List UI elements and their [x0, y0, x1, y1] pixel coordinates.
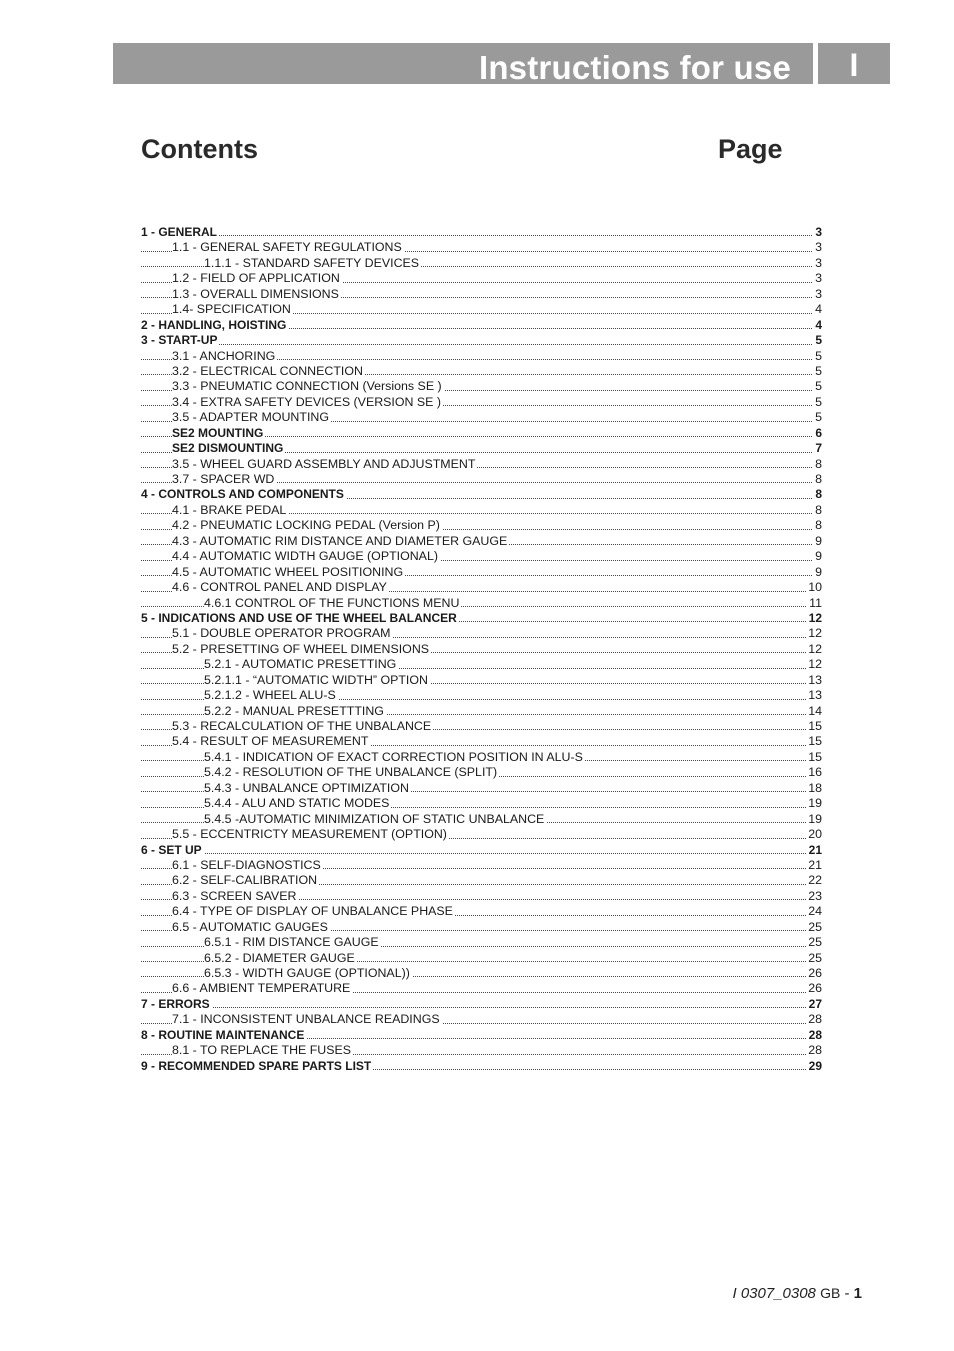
toc-entry-title: 4.6 - CONTROL PANEL AND DISPLAY — [172, 580, 387, 595]
toc-entry-title: 5.5 - ECCENTRICTY MEASUREMENT (OPTION) — [172, 827, 447, 842]
toc-entry[interactable] — [141, 240, 822, 255]
toc-entry-page: 24 — [808, 904, 822, 919]
toc-entry-page: 7 — [815, 441, 822, 456]
toc-entry-title: 5.2.1.2 - WHEEL ALU-S — [204, 688, 336, 703]
toc-entry-page: 29 — [808, 1058, 822, 1073]
toc-entry[interactable] — [141, 287, 822, 302]
toc-entry-title: 5.4.5 -AUTOMATIC MINIMIZATION OF STATIC UNBALANCE — [204, 811, 545, 826]
toc-entry[interactable] — [141, 225, 822, 240]
toc-entry-page: 6 — [815, 425, 822, 440]
toc-entry-page: 22 — [808, 873, 822, 888]
toc-entry-page: 25 — [808, 950, 822, 965]
toc-entry[interactable] — [141, 781, 822, 796]
toc-entry[interactable] — [141, 657, 822, 672]
dot-leader — [141, 1007, 822, 1008]
toc-entry[interactable] — [141, 642, 822, 657]
toc-entry[interactable] — [141, 935, 822, 950]
toc-entry[interactable] — [141, 688, 822, 703]
toc-entry-page: 15 — [808, 719, 822, 733]
toc-entry-page: 8 — [815, 487, 822, 502]
toc-entry[interactable] — [141, 719, 822, 734]
contents-heading: Contents — [141, 134, 258, 164]
toc-entry-title: 6.5.3 - WIDTH GAUGE (OPTIONAL)) — [204, 966, 410, 980]
toc-entry-page: 12 — [808, 610, 822, 625]
toc-entry[interactable] — [141, 271, 822, 286]
toc-entry-title: 1.4- SPECIFICATION — [172, 302, 291, 317]
toc-entry-title: 6.5.1 - RIM DISTANCE GAUGE — [204, 935, 379, 950]
toc-entry-title: 5.2.2 - MANUAL PRESETTTING — [204, 703, 384, 718]
toc-entry[interactable] — [141, 873, 822, 888]
toc-entry[interactable] — [141, 966, 822, 981]
toc-entry-page: 11 — [809, 595, 822, 610]
toc-entry-page: 5 — [815, 410, 822, 425]
toc-entry[interactable] — [141, 457, 822, 472]
section-tab-label: I — [849, 47, 859, 83]
toc-entry[interactable] — [141, 487, 822, 502]
toc-entry-page: 3 — [815, 240, 822, 255]
toc-entry-page: 16 — [808, 765, 822, 780]
toc-entry-title: 9 - RECOMMENDED SPARE PARTS LIST — [141, 1058, 372, 1073]
toc-entry-title: 6.5 - AUTOMATIC GAUGES — [172, 919, 328, 934]
toc-entry-title: 5.4.4 - ALU AND STATIC MODES — [204, 796, 390, 811]
toc-entry[interactable] — [141, 734, 822, 749]
toc-entry-title: 8 - ROUTINE MAINTENANCE — [141, 1027, 305, 1042]
toc-entry-page: 19 — [808, 811, 822, 826]
toc-entry-title: 3.5 - ADAPTER MOUNTING — [172, 410, 329, 425]
footer-separator: - — [840, 1285, 854, 1302]
toc-entry-title: 6 - SET UP — [141, 842, 202, 857]
toc-entry-title: 3.2 - ELECTRICAL CONNECTION — [172, 363, 363, 378]
toc-entry[interactable] — [141, 518, 822, 533]
toc-entry[interactable] — [141, 1059, 822, 1074]
toc-entry-page: 3 — [815, 225, 822, 239]
toc-entry-title: 4.1 - BRAKE PEDAL — [172, 502, 287, 517]
toc-entry-title: 4.6.1 CONTROL OF THE FUNCTIONS MENU — [204, 595, 460, 610]
toc-entry-page: 8 — [815, 472, 822, 486]
toc-entry[interactable] — [141, 997, 822, 1012]
dot-leader — [141, 235, 822, 236]
dot-leader — [141, 344, 822, 345]
toc-entry-page: 8 — [815, 456, 822, 471]
toc-entry-page: 19 — [808, 796, 822, 811]
toc-entry[interactable] — [141, 503, 822, 518]
toc-entry-page: 5 — [815, 348, 822, 363]
page-column-heading: Page — [718, 134, 783, 164]
toc-entry-title: 5 - INDICATIONS AND USE OF THE WHEEL BALANCER — [141, 610, 457, 625]
header-banner — [113, 43, 813, 84]
toc-entry-title: 3.7 - SPACER WD — [172, 472, 275, 486]
toc-entry-page: 13 — [808, 672, 822, 687]
toc-entry[interactable] — [141, 364, 822, 379]
toc-entry-title: 5.2 - PRESETTING OF WHEEL DIMENSIONS — [172, 641, 430, 656]
toc-entry[interactable] — [141, 379, 822, 394]
toc-entry-title: 1 - GENERAL — [141, 225, 218, 239]
language-code: GB — [820, 1285, 841, 1301]
toc-entry-page: 25 — [808, 935, 822, 950]
toc-entry[interactable] — [141, 441, 822, 456]
toc-entry-title: 6.1 - SELF-DIAGNOSTICS — [172, 857, 321, 872]
toc-entry[interactable] — [141, 812, 822, 827]
toc-entry[interactable] — [141, 796, 822, 811]
toc-entry-page: 12 — [808, 626, 822, 641]
toc-entry-title: 1.1.1 - STANDARD SAFETY DEVICES — [204, 255, 420, 270]
toc-entry-title: 3.5 - WHEEL GUARD ASSEMBLY AND ADJUSTMENT — [172, 456, 476, 471]
toc-entry-page: 21 — [808, 842, 822, 857]
toc-entry-page: 5 — [815, 379, 822, 394]
toc-entry[interactable] — [141, 1012, 822, 1027]
toc-entry-title: 3 - START-UP — [141, 333, 218, 348]
toc-entry-title: 8.1 - TO REPLACE THE FUSES — [172, 1043, 352, 1058]
toc-entry-title: 6.2 - SELF-CALIBRATION — [172, 873, 318, 888]
toc-entry[interactable] — [141, 395, 822, 410]
page-number: 1 — [853, 1285, 862, 1302]
toc-entry[interactable] — [141, 827, 822, 842]
toc-entry-page: 14 — [808, 703, 822, 718]
toc-entry-title: 6.6 - AMBIENT TEMPERATURE — [172, 981, 351, 996]
toc-entry-page: 13 — [808, 688, 822, 703]
toc-entry-page: 8 — [815, 518, 822, 533]
toc-entry-title: 4.4 - AUTOMATIC WIDTH GAUGE (OPTIONAL) — [172, 549, 438, 564]
toc-entry[interactable] — [141, 626, 822, 641]
toc-entry-title: SE2 MOUNTING — [172, 425, 264, 440]
section-tab — [818, 43, 890, 84]
toc-entry-page: 23 — [808, 888, 822, 903]
toc-entry-page: 28 — [808, 1043, 822, 1058]
toc-entry[interactable] — [141, 256, 822, 271]
toc-entry-page: 28 — [808, 1027, 822, 1042]
toc-entry[interactable] — [141, 981, 822, 996]
toc-entry[interactable] — [141, 596, 822, 611]
toc-entry[interactable] — [141, 843, 822, 858]
toc-entry-title: 5.3 - RECALCULATION OF THE UNBALANCE — [172, 719, 432, 733]
toc-entry[interactable] — [141, 549, 822, 564]
toc-entry-page: 28 — [808, 1012, 822, 1027]
toc-entry-title: 1.3 - OVERALL DIMENSIONS — [172, 286, 339, 301]
toc-entry-title: 7 - ERRORS — [141, 996, 210, 1011]
toc-entry[interactable] — [141, 920, 822, 935]
toc-entry[interactable] — [141, 1043, 822, 1058]
toc-entry-page: 15 — [808, 734, 822, 749]
toc-entry-page: 3 — [815, 271, 822, 286]
toc-entry-page: 25 — [808, 919, 822, 934]
toc-entry-title: 5.4.1 - INDICATION OF EXACT CORRECTION POSITION IN ALU-S — [204, 749, 583, 764]
toc-entry-title: 5.4.2 - RESOLUTION OF THE UNBALANCE (SPLIT) — [204, 765, 498, 780]
toc-entry-page: 4 — [815, 317, 822, 332]
toc-entry-page: 18 — [808, 780, 822, 795]
toc-entry-title: 4.3 - AUTOMATIC RIM DISTANCE AND DIAMETER GAUGE — [172, 533, 508, 548]
toc-entry-page: 27 — [808, 996, 822, 1011]
toc-entry[interactable] — [141, 765, 822, 780]
toc-entry-title: 4.2 - PNEUMATIC LOCKING PEDAL (Version P) — [172, 518, 440, 533]
toc-entry-page: 26 — [808, 966, 822, 980]
toc-entry[interactable] — [141, 673, 822, 688]
toc-entry[interactable] — [141, 904, 822, 919]
toc-entry-page: 9 — [815, 533, 822, 548]
toc-entry[interactable] — [141, 565, 822, 580]
toc-entry-page: 12 — [808, 657, 822, 672]
document-title: Instructions for use — [478, 49, 791, 86]
toc-entry-title: 1.2 - FIELD OF APPLICATION — [172, 271, 340, 286]
toc-entry[interactable] — [141, 580, 822, 595]
toc-entry-page: 5 — [815, 333, 822, 348]
toc-entry-title: 6.5.2 - DIAMETER GAUGE — [204, 950, 355, 965]
toc-entry-page: 21 — [808, 857, 822, 872]
toc-entry[interactable] — [141, 951, 822, 966]
toc-entry[interactable] — [141, 426, 822, 441]
toc-entry-title: 5.4 - RESULT OF MEASUREMENT — [172, 734, 369, 749]
toc-entry-page: 15 — [808, 749, 822, 764]
table-of-contents — [141, 225, 822, 1074]
toc-entry-title: 5.1 - DOUBLE OPERATOR PROGRAM — [172, 626, 391, 641]
toc-entry[interactable] — [141, 472, 822, 487]
toc-entry-page: 5 — [815, 363, 822, 378]
toc-entry[interactable] — [141, 333, 822, 348]
toc-entry-title: 3.4 - EXTRA SAFETY DEVICES (VERSION SE ) — [172, 394, 441, 409]
toc-entry[interactable] — [141, 611, 822, 626]
toc-entry-title: 2 - HANDLING, HOISTING — [141, 317, 287, 332]
toc-entry[interactable] — [141, 704, 822, 719]
toc-entry-page: 8 — [815, 502, 822, 517]
toc-entry-page: 26 — [808, 981, 822, 996]
toc-entry-title: 6.4 - TYPE OF DISPLAY OF UNBALANCE PHASE — [172, 904, 453, 919]
toc-entry[interactable] — [141, 410, 822, 425]
toc-entry[interactable] — [141, 534, 822, 549]
toc-entry[interactable] — [141, 1028, 822, 1043]
toc-entry[interactable] — [141, 302, 822, 317]
toc-entry-title: 3.1 - ANCHORING — [172, 348, 276, 363]
toc-entry-page: 5 — [815, 394, 822, 409]
toc-entry-title: 4 - CONTROLS AND COMPONENTS — [141, 487, 344, 502]
toc-entry-page: 3 — [815, 286, 822, 301]
toc-entry-title: SE2 DISMOUNTING — [172, 441, 284, 456]
toc-entry[interactable] — [141, 750, 822, 765]
toc-entry-title: 1.1 - GENERAL SAFETY REGULATIONS — [172, 240, 402, 255]
toc-entry[interactable] — [141, 858, 822, 873]
document-code: I 0307_0308 — [732, 1285, 816, 1302]
page-footer — [732, 1285, 862, 1302]
toc-entry-page: 12 — [808, 641, 822, 656]
toc-entry[interactable] — [141, 318, 822, 333]
toc-entry[interactable] — [141, 889, 822, 904]
toc-entry-title: 7.1 - INCONSISTENT UNBALANCE READINGS — [172, 1012, 440, 1027]
toc-entry-page: 9 — [815, 564, 822, 579]
toc-entry[interactable] — [141, 349, 822, 364]
toc-entry-title: 5.2.1.1 - “AUTOMATIC WIDTH” OPTION — [204, 672, 428, 687]
toc-entry-page: 20 — [808, 827, 822, 842]
toc-entry-title: 5.2.1 - AUTOMATIC PRESETTING — [204, 657, 397, 672]
toc-entry-title: 4.5 - AUTOMATIC WHEEL POSITIONING — [172, 564, 404, 579]
toc-entry-page: 4 — [815, 302, 822, 317]
toc-entry-page: 10 — [808, 580, 822, 595]
toc-entry-title: 5.4.3 - UNBALANCE OPTIMIZATION — [204, 780, 409, 795]
toc-entry-page: 3 — [815, 255, 822, 270]
toc-entry-title: 3.3 - PNEUMATIC CONNECTION (Versions SE ) — [172, 379, 442, 394]
dot-leader — [141, 853, 822, 854]
toc-entry-title: 6.3 - SCREEN SAVER — [172, 888, 297, 903]
toc-entry-page: 9 — [815, 549, 822, 564]
